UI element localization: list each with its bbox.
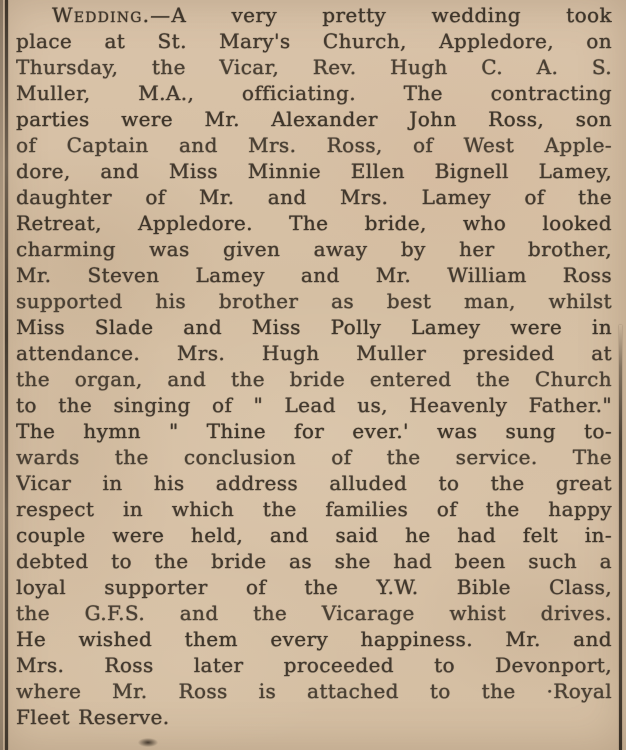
- article-line: loyal supporter of the Y.W. Bible Class,: [16, 575, 612, 599]
- paper-edge-shadow: [0, 0, 3, 750]
- article-line: [16, 2, 612, 28]
- article-line: couple were held, and said he had felt in-: [16, 523, 612, 547]
- article-line: supported his brother as best man, whilst: [16, 289, 612, 313]
- article-line: charming was given away by her brother,: [16, 237, 612, 261]
- column-rule-left: [5, 0, 8, 750]
- article-line: of Captain and Mrs. Ross, of West Apple-: [16, 133, 612, 157]
- article-line: Vicar in his address alluded to the great: [16, 471, 612, 495]
- article-line: Retreat, Appledore. The bride, who looked: [16, 211, 612, 235]
- article-line: wards the conclusion of the service. The: [16, 445, 612, 469]
- article-line: dore, and Miss Minnie Ellen Bignell Lamey,: [16, 159, 612, 183]
- article-text: [16, 2, 612, 730]
- article-line: parties were Mr. Alexander John Ross, son: [16, 107, 612, 131]
- article-heading-word: Wedding.—: [52, 3, 172, 27]
- article-line: where Mr. Ross is attached to the ·Royal: [16, 679, 612, 703]
- article-line: respect in which the families of the happy: [16, 497, 612, 521]
- article-line: to the singing of " Lead us, Heavenly Father.": [16, 393, 612, 417]
- article-line: Mrs. Ross later proceeded to Devonport,: [16, 653, 612, 677]
- article-line: attendance. Mrs. Hugh Muller presided at: [16, 341, 612, 365]
- article-line: daughter of Mr. and Mrs. Lamey of the: [16, 185, 612, 209]
- article-line: place at St. Mary's Church, Appledore, on: [16, 29, 612, 53]
- article-line: the G.F.S. and the Vicarage whist drives.: [16, 601, 612, 625]
- article-line: Fleet Reserve.: [16, 705, 170, 729]
- article-line: Miss Slade and Miss Polly Lamey were in: [16, 315, 612, 339]
- article-line: debted to the bride as she had been such a: [16, 549, 612, 573]
- article-line: Muller, M.A., officiating. The contracting: [16, 81, 612, 105]
- article-line: Mr. Steven Lamey and Mr. William Ross: [16, 263, 612, 287]
- article-line: the organ, and the bride entered the Church: [16, 367, 612, 391]
- column-rule-right: [619, 325, 622, 750]
- article-line: Thursday, the Vicar, Rev. Hugh C. A. S.: [16, 55, 612, 79]
- article-lead-text: A very pretty wedding took: [171, 3, 612, 27]
- article-line: He wished them every happiness. Mr. and: [16, 627, 612, 651]
- ink-smudge: [138, 738, 158, 747]
- article-line: The hymn " Thine for ever.' was sung to-: [16, 419, 612, 443]
